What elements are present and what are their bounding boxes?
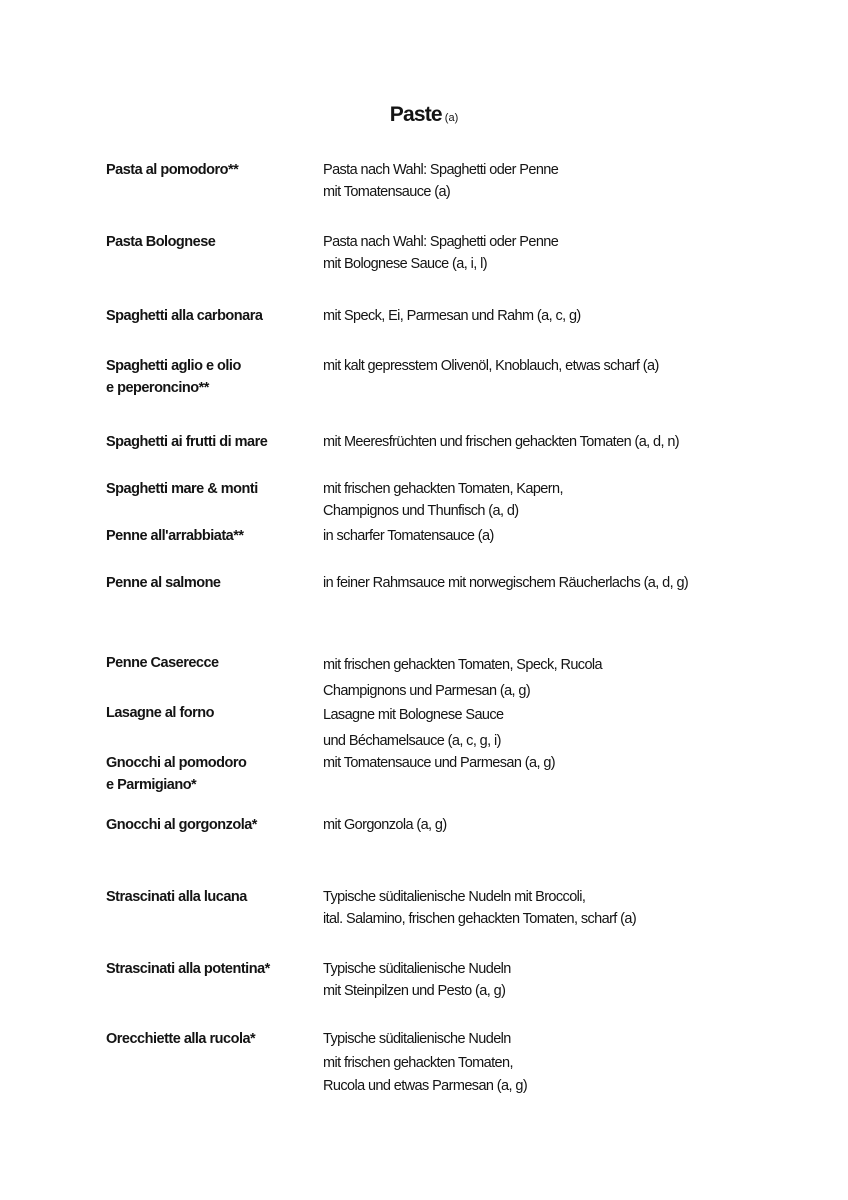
dish-name — [106, 159, 306, 181]
dish-name — [106, 958, 306, 980]
dish-description-line: und Béchamelsauce (a, c, g, i) — [323, 733, 501, 749]
dish-name — [106, 355, 306, 399]
page-title — [0, 103, 848, 127]
dish-name-line: Orecchiette alla rucola* — [106, 1031, 256, 1047]
dish-description-line: Typische süditalienische Nudeln — [323, 961, 511, 977]
dish-description-line: Lasagne mit Bolognese Sauce — [323, 707, 504, 723]
dish-description-line: mit Gorgonzola (a, g) — [323, 817, 447, 833]
dish-description-line: mit frischen gehackten Tomaten, Kapern, — [323, 481, 563, 497]
dish-description-line: mit frischen gehackten Tomaten, Speck, Rucola — [323, 657, 603, 673]
dish-name-line: Penne al salmone — [106, 575, 221, 591]
dish-name-line: Spaghetti aglio e olio — [106, 358, 241, 374]
dish-description — [323, 431, 823, 453]
dish-description — [323, 814, 823, 836]
dish-name-line: Strascinati alla lucana — [106, 889, 247, 905]
dish-name-line: Pasta al pomodoro** — [106, 162, 239, 178]
dish-description — [323, 525, 823, 547]
dish-description-line: Rucola und etwas Parmesan (a, g) — [323, 1078, 528, 1094]
dish-description — [323, 958, 823, 1002]
dish-name-line: e peperoncino** — [106, 380, 209, 396]
dish-name-line: Spaghetti alla carbonara — [106, 308, 263, 324]
dish-name — [106, 431, 306, 453]
dish-description-line: mit Meeresfrüchten und frischen gehackten Tomaten (a, d, n) — [323, 434, 680, 450]
dish-description — [323, 478, 823, 522]
dish-name-line: Strascinati alla potentina* — [106, 961, 270, 977]
dish-description-line: mit frischen gehackten Tomaten, — [323, 1054, 513, 1071]
dish-description-line: in scharfer Tomatensauce (a) — [323, 528, 494, 544]
dish-description — [323, 355, 823, 377]
dish-description — [323, 305, 823, 327]
dish-name — [106, 231, 306, 253]
dish-description — [323, 231, 823, 275]
dish-description-line: Typische süditalienische Nudeln mit Broccoli, — [323, 889, 586, 905]
dish-name-line: Gnocchi al pomodoro — [106, 755, 247, 771]
dish-name — [106, 652, 306, 674]
dish-name — [106, 886, 306, 908]
dish-description — [323, 752, 823, 774]
dish-description-line: mit Speck, Ei, Parmesan und Rahm (a, c, g) — [323, 308, 581, 324]
dish-name-line: Penne all'arrabbiata** — [106, 528, 244, 544]
dish-description-line: in feiner Rahmsauce mit norwegischem Räucherlachs (a, d, g) — [323, 575, 689, 591]
dish-description — [323, 702, 823, 754]
dish-name — [106, 525, 306, 547]
dish-description-line: Pasta nach Wahl: Spaghetti oder Penne — [323, 162, 559, 178]
dish-description-line: ital. Salamino, frischen gehackten Tomaten, scharf (a) — [323, 911, 637, 927]
dish-description-line: mit Tomatensauce (a) — [323, 184, 451, 200]
dish-description-line: mit Steinpilzen und Pesto (a, g) — [323, 983, 506, 999]
dish-name-line: e Parmigiano* — [106, 777, 197, 793]
dish-name-line: Gnocchi al gorgonzola* — [106, 817, 257, 833]
dish-name — [106, 702, 306, 724]
dish-description — [323, 886, 823, 930]
dish-description-line: Pasta nach Wahl: Spaghetti oder Penne — [323, 234, 559, 250]
dish-description — [323, 1028, 823, 1099]
title-allergen: (a) — [444, 112, 459, 124]
dish-name-line: Lasagne al forno — [106, 705, 215, 721]
dish-description-line: mit Tomatensauce und Parmesan (a, g) — [323, 755, 556, 771]
dish-name — [106, 1028, 306, 1050]
dish-description-line: mit kalt gepresstem Olivenöl, Knoblauch, etwas scharf (a) — [323, 358, 659, 374]
dish-name — [106, 752, 306, 796]
dish-name — [106, 572, 306, 594]
dish-name-line: Penne Caserecce — [106, 655, 219, 671]
dish-name — [106, 478, 306, 500]
dish-description — [323, 572, 823, 594]
dish-description-line: Typische süditalienische Nudeln — [323, 1031, 511, 1047]
dish-description-line: Champignos und Thunfisch (a, d) — [323, 503, 519, 519]
dish-description-line: Champignons und Parmesan (a, g) — [323, 683, 531, 699]
dish-description — [323, 652, 823, 704]
dish-name-line: Spaghetti mare & monti — [106, 481, 258, 497]
title-text: Paste — [389, 103, 442, 126]
dish-name — [106, 305, 306, 327]
dish-description-line: mit Bolognese Sauce (a, i, l) — [323, 256, 487, 272]
dish-name-line: Spaghetti ai frutti di mare — [106, 434, 268, 450]
dish-name — [106, 814, 306, 836]
dish-name-line: Pasta Bolognese — [106, 234, 216, 250]
dish-description — [323, 159, 823, 203]
